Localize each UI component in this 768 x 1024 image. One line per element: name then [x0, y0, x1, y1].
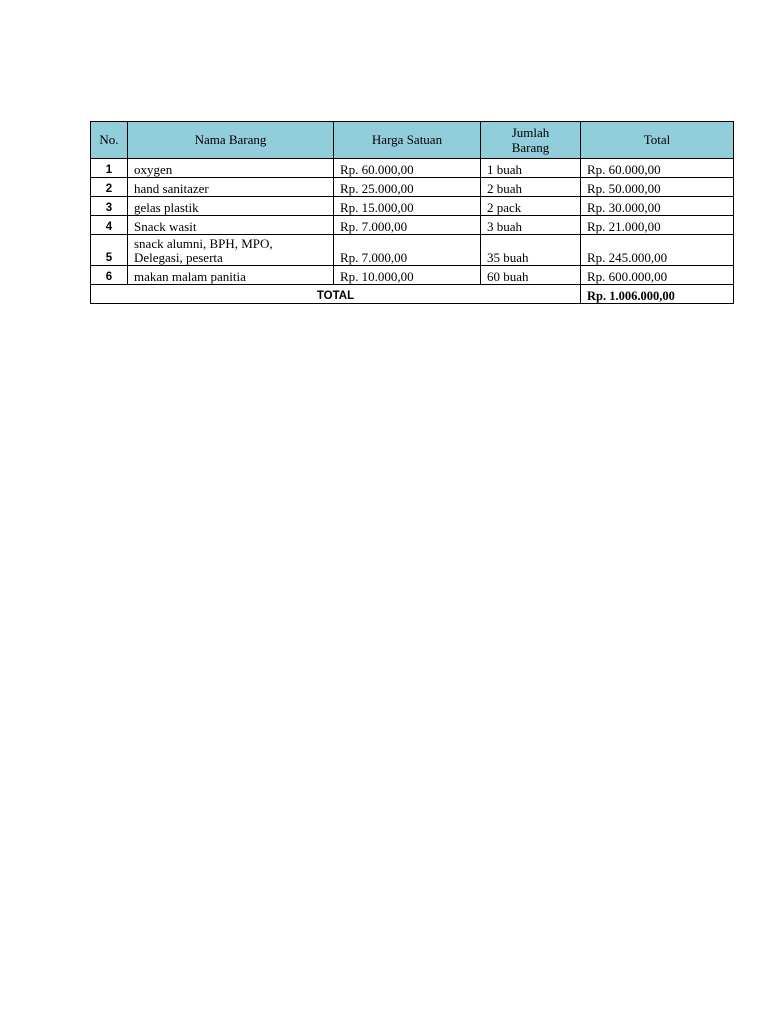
row-nama-line2: Delegasi, peserta	[134, 250, 223, 265]
row-nama-barang: oxygen	[128, 159, 334, 178]
table-row	[91, 266, 734, 285]
header-harga-satuan: Harga Satuan	[334, 122, 481, 159]
row-jumlah-barang: 3 buah	[481, 216, 581, 235]
row-total: Rp. 60.000,00	[581, 159, 734, 178]
budget-table	[90, 121, 734, 304]
row-no: 6	[91, 266, 128, 285]
row-harga-satuan: Rp. 15.000,00	[334, 197, 481, 216]
table-row	[91, 178, 734, 197]
row-nama-barang: makan malam panitia	[128, 266, 334, 285]
row-total: Rp. 21.000,00	[581, 216, 734, 235]
table-header-row	[91, 122, 734, 159]
total-value: Rp. 1.006.000,00	[581, 285, 734, 304]
row-jumlah-barang: 35 buah	[481, 235, 581, 266]
row-total: Rp. 245.000,00	[581, 235, 734, 266]
table-row	[91, 159, 734, 178]
row-nama-line1: snack alumni, BPH, MPO,	[134, 236, 273, 251]
row-total: Rp. 600.000,00	[581, 266, 734, 285]
header-jumlah-line2: Barang	[511, 140, 550, 155]
header-jumlah-barang	[481, 122, 581, 159]
row-no: 4	[91, 216, 128, 235]
row-no: 3	[91, 197, 128, 216]
header-nama-barang: Nama Barang	[128, 122, 334, 159]
row-no: 5	[91, 235, 128, 266]
total-row	[91, 285, 734, 304]
table-row	[91, 235, 734, 266]
row-no: 2	[91, 178, 128, 197]
row-harga-satuan: Rp. 25.000,00	[334, 178, 481, 197]
row-harga-satuan: Rp. 10.000,00	[334, 266, 481, 285]
row-no: 1	[91, 159, 128, 178]
header-jumlah-line1: Jumlah	[511, 125, 550, 140]
row-total: Rp. 50.000,00	[581, 178, 734, 197]
row-harga-satuan: Rp. 60.000,00	[334, 159, 481, 178]
row-jumlah-barang: 1 buah	[481, 159, 581, 178]
table-row	[91, 197, 734, 216]
row-harga-satuan: Rp. 7.000,00	[334, 235, 481, 266]
row-total: Rp. 30.000,00	[581, 197, 734, 216]
row-jumlah-barang: 2 buah	[481, 178, 581, 197]
row-nama-barang	[128, 235, 334, 266]
row-harga-satuan: Rp. 7.000,00	[334, 216, 481, 235]
row-jumlah-barang: 2 pack	[481, 197, 581, 216]
row-nama-barang: gelas plastik	[128, 197, 334, 216]
row-nama-barang: hand sanitazer	[128, 178, 334, 197]
header-no: No.	[91, 122, 128, 159]
row-jumlah-barang: 60 buah	[481, 266, 581, 285]
row-nama-barang: Snack wasit	[128, 216, 334, 235]
header-total: Total	[581, 122, 734, 159]
table-row	[91, 216, 734, 235]
total-label: TOTAL	[91, 285, 581, 304]
